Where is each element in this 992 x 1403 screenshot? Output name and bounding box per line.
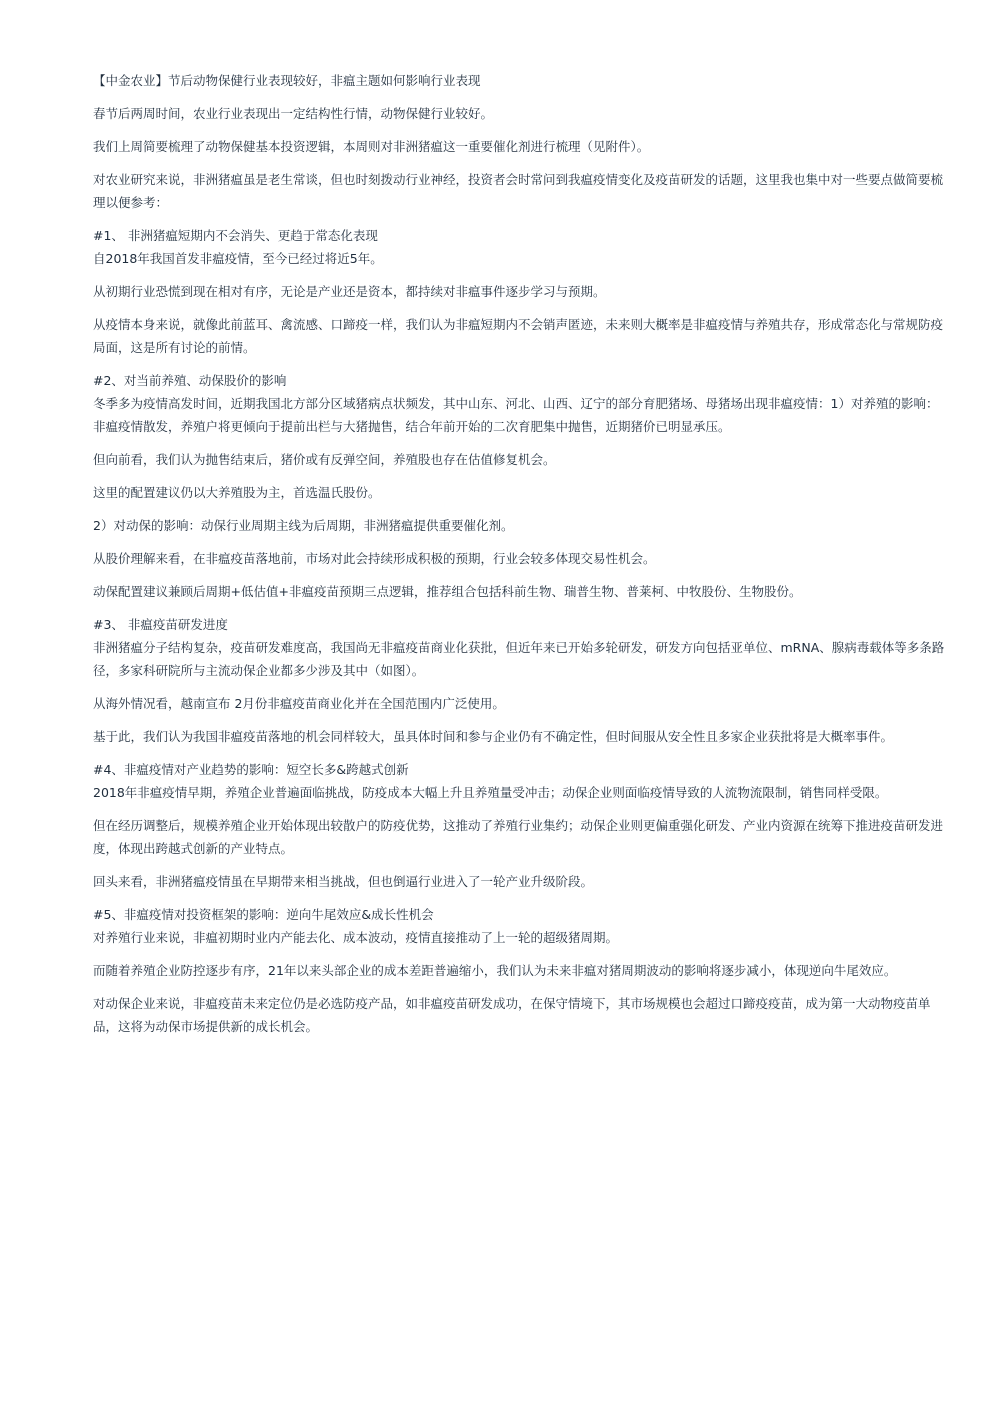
paragraph: 回头来看，非洲猪瘟疫情虽在早期带来相当挑战，但也倒逼行业进入了一轮产业升级阶段。 [93,874,594,889]
paragraph: 对养殖行业来说，非瘟初期时业内产能去化、成本波动，疫情直接推动了上一轮的超级猪周期。 [93,930,619,945]
document-body [93,69,945,1038]
paragraph: 春节后两周时间，农业行业表现出一定结构性行情，动物保健行业较好。 [93,106,494,121]
paragraph: 而随着养殖企业防控逐步有序，21年以来头部企业的成本差距普遍缩小，我们认为未来非瘟对猪周期波动的影响将逐步减小，体现逆向牛尾效应。 [93,963,897,978]
paragraph: 自2018年我国首发非瘟疫情，至今已经过将近5年。 [93,251,383,266]
article-title: 【中金农业】节后动物保健行业表现较好，非瘟主题如何影响行业表现 [93,73,481,88]
paragraph: 从海外情况看，越南宣布 2月份非瘟疫苗商业化并在全国范围内广泛使用。 [93,696,505,711]
paragraph: 2）对动保的影响：动保行业周期主线为后周期，非洲猪瘟提供重要催化剂。 [93,518,514,533]
paragraph: 动保配置建议兼顾后周期+低估值+非瘟疫苗预期三点逻辑，推荐组合包括科前生物、瑞普生物、普莱柯、中牧股份、生物股份。 [93,584,802,599]
section-heading: #4、非瘟疫情对产业趋势的影响：短空长多&跨越式创新 [93,762,409,777]
paragraph: 从疫情本身来说，就像此前蓝耳、禽流感、口蹄疫一样，我们认为非瘟短期内不会销声匿迹，未来则大概率是非瘟疫情与养殖共存，形成常态化与常规防疫局面，这是所有讨论的前情。 [93,317,944,355]
paragraph: 基于此，我们认为我国非瘟疫苗落地的机会同样较大，虽具体时间和参与企业仍有不确定性，但时间服从安全性且多家企业获批将是大概率事件。 [93,729,894,744]
paragraph: 但在经历调整后，规模养殖企业开始体现出较散户的防疫优势，这推动了养殖行业集约；动保企业则更偏重强化研发、产业内资源在统筹下推进疫苗研发进度，体现出跨越式创新的产业特点。 [93,818,944,856]
section-heading: #5、非瘟疫情对投资框架的影响：逆向牛尾效应&成长性机会 [93,907,434,922]
section-heading: #1、 非洲猪瘟短期内不会消失、更趋于常态化表现 [93,228,378,243]
section-heading: #3、 非瘟疫苗研发进度 [93,617,228,632]
paragraph: 这里的配置建议仍以大养殖股为主，首选温氏股份。 [93,485,381,500]
paragraph: 我们上周简要梳理了动物保健基本投资逻辑，本周则对非洲猪瘟这一重要催化剂进行梳理（见附件）。 [93,139,650,154]
paragraph: 但向前看，我们认为抛售结束后，猪价或有反弹空间，养殖股也存在估值修复机会。 [93,452,556,467]
paragraph: 冬季多为疫情高发时间，近期我国北方部分区域猪病点状频发，其中山东、河北、山西、辽宁的部分育肥猪场、母猪场出现非瘟疫情：1）对养殖的影响：非瘟疫情散发，养殖户将更倾向于提前出栏与大猪抛售，结合年前开始的二次育肥集中抛售，近期猪价已明显承压。 [93,396,939,434]
paragraph: 对农业研究来说，非洲猪瘟虽是老生常谈，但也时刻拨动行业神经，投资者会时常问到我瘟疫情变化及疫苗研发的话题，这里我也集中对一些要点做简要梳理以便参考： [93,172,944,210]
paragraph: 从初期行业恐慌到现在相对有序，无论是产业还是资本，都持续对非瘟事件逐步学习与预期。 [93,284,606,299]
paragraph: 对动保企业来说，非瘟疫苗未来定位仍是必选防疫产品，如非瘟疫苗研发成功，在保守情境下，其市场规模也会超过口蹄疫疫苗，成为第一大动物疫苗单品，这将为动保市场提供新的成长机会。 [93,996,931,1034]
section-heading: #2、对当前养殖、动保股价的影响 [93,373,287,388]
paragraph: 非洲猪瘟分子结构复杂，疫苗研发难度高，我国尚无非瘟疫苗商业化获批，但近年来已开始多轮研发，研发方向包括亚单位、mRNA、腺病毒载体等多条路径，多家科研院所与主流动保企业都多少涉及其中（如图）。 [93,640,945,678]
paragraph: 2018年非瘟疫情早期，养殖企业普遍面临挑战，防疫成本大幅上升且养殖量受冲击；动保企业则面临疫情导致的人流物流限制，销售同样受限。 [93,785,888,800]
paragraph: 从股价理解来看，在非瘟疫苗落地前，市场对此会持续形成积极的预期，行业会较多体现交易性机会。 [93,551,656,566]
